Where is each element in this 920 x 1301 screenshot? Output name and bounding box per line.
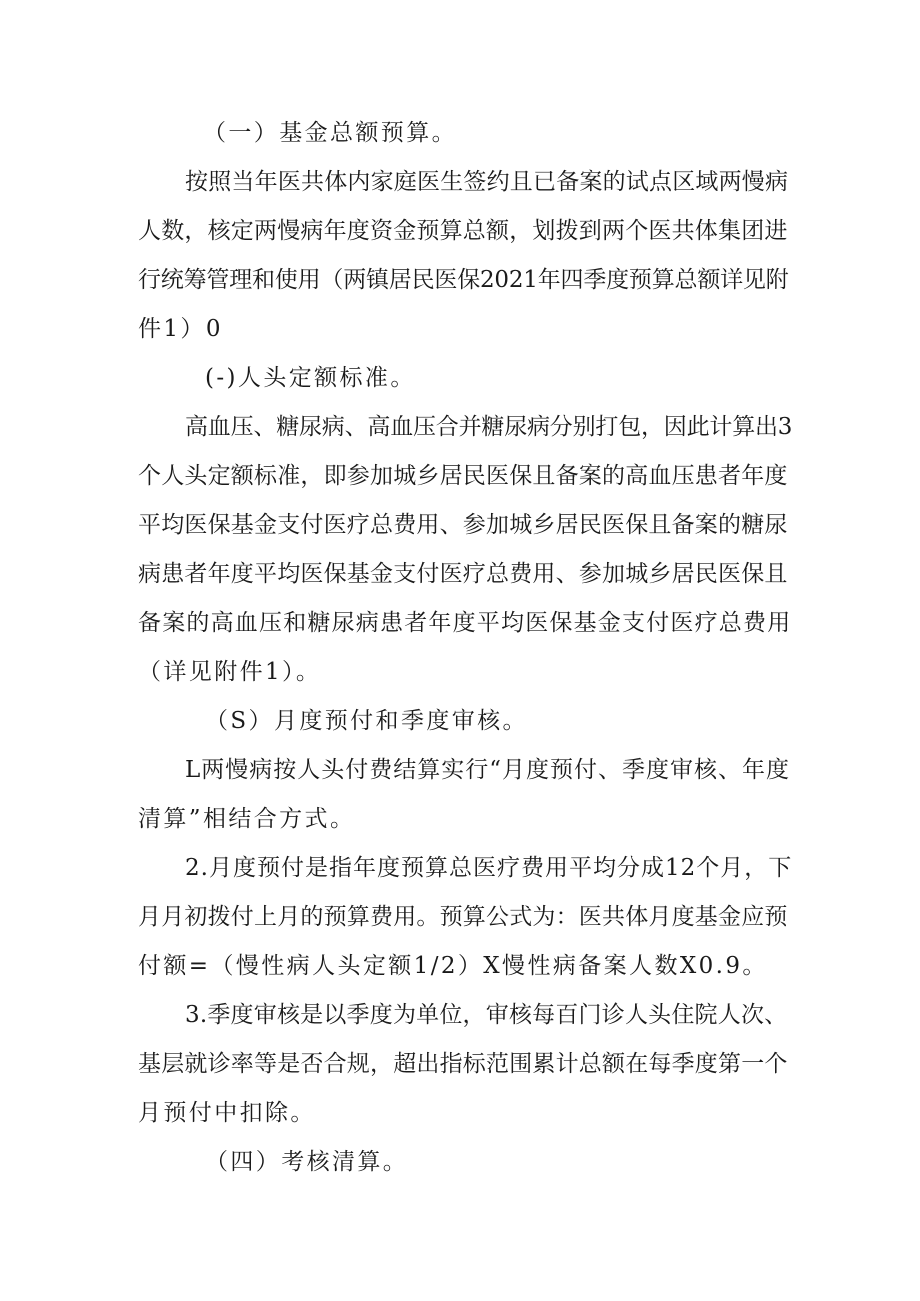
paragraph-line: 3.季度审核是以季度为单位，审核每百门诊人头住院人次、 (185, 1002, 788, 1028)
paragraph-line: （详见附件1）。 (138, 659, 322, 685)
section-heading-1: （一）基金总额预算。 (203, 120, 457, 146)
section-heading-3: （S）月度预付和季度审核。 (205, 708, 528, 734)
paragraph-line: 平均医保基金支付医疗总费用、参加城乡居民医保且备案的糖尿 (138, 512, 788, 538)
paragraph-line: 病患者年度平均医保基金支付医疗总费用、参加城乡居民医保且 (138, 561, 788, 587)
paragraph-line: 月月初拨付上月的预算费用。预算公式为：医共体月度基金应预 (138, 904, 788, 930)
paragraph-line: 月预付中扣除。 (138, 1100, 316, 1126)
paragraph-line: 行统筹管理和使用（两镇居民医保2021年四季度预算总额详见附 (138, 267, 789, 293)
paragraph-line: 个人头定额标准，即参加城乡居民医保且备案的高血压患者年度 (138, 463, 788, 489)
paragraph-line: 高血压、糖尿病、高血压合并糖尿病分别打包，因此计算出3 (185, 414, 793, 440)
paragraph-line: L两慢病按人头付费结算实行“月度预付、季度审核、年度 (185, 757, 791, 783)
paragraph-line: 件1）0 (138, 316, 223, 342)
paragraph-line: 2.月度预付是指年度预算总医疗费用平均分成12个月，下 (185, 855, 793, 881)
paragraph-line: 付额=（慢性病人头定额1/2）X慢性病备案人数X0.9。 (138, 953, 768, 979)
section-heading-2: (-)人头定额标准。 (205, 365, 416, 391)
paragraph-line: 基层就诊率等是否合规，超出指标范围累计总额在每季度第一个 (138, 1051, 788, 1077)
paragraph-line: 备案的高血压和糖尿病患者年度平均医保基金支付医疗总费用 (138, 610, 792, 636)
paragraph-line: 清算”相结合方式。 (138, 806, 356, 832)
section-heading-4: （四）考核清算。 (205, 1149, 409, 1175)
paragraph-line: 按照当年医共体内家庭医生签约且已备案的试点区域两慢病 (185, 169, 789, 195)
paragraph-line: 人数，核定两慢病年度资金预算总额，划拨到两个医共体集团进 (138, 218, 788, 244)
